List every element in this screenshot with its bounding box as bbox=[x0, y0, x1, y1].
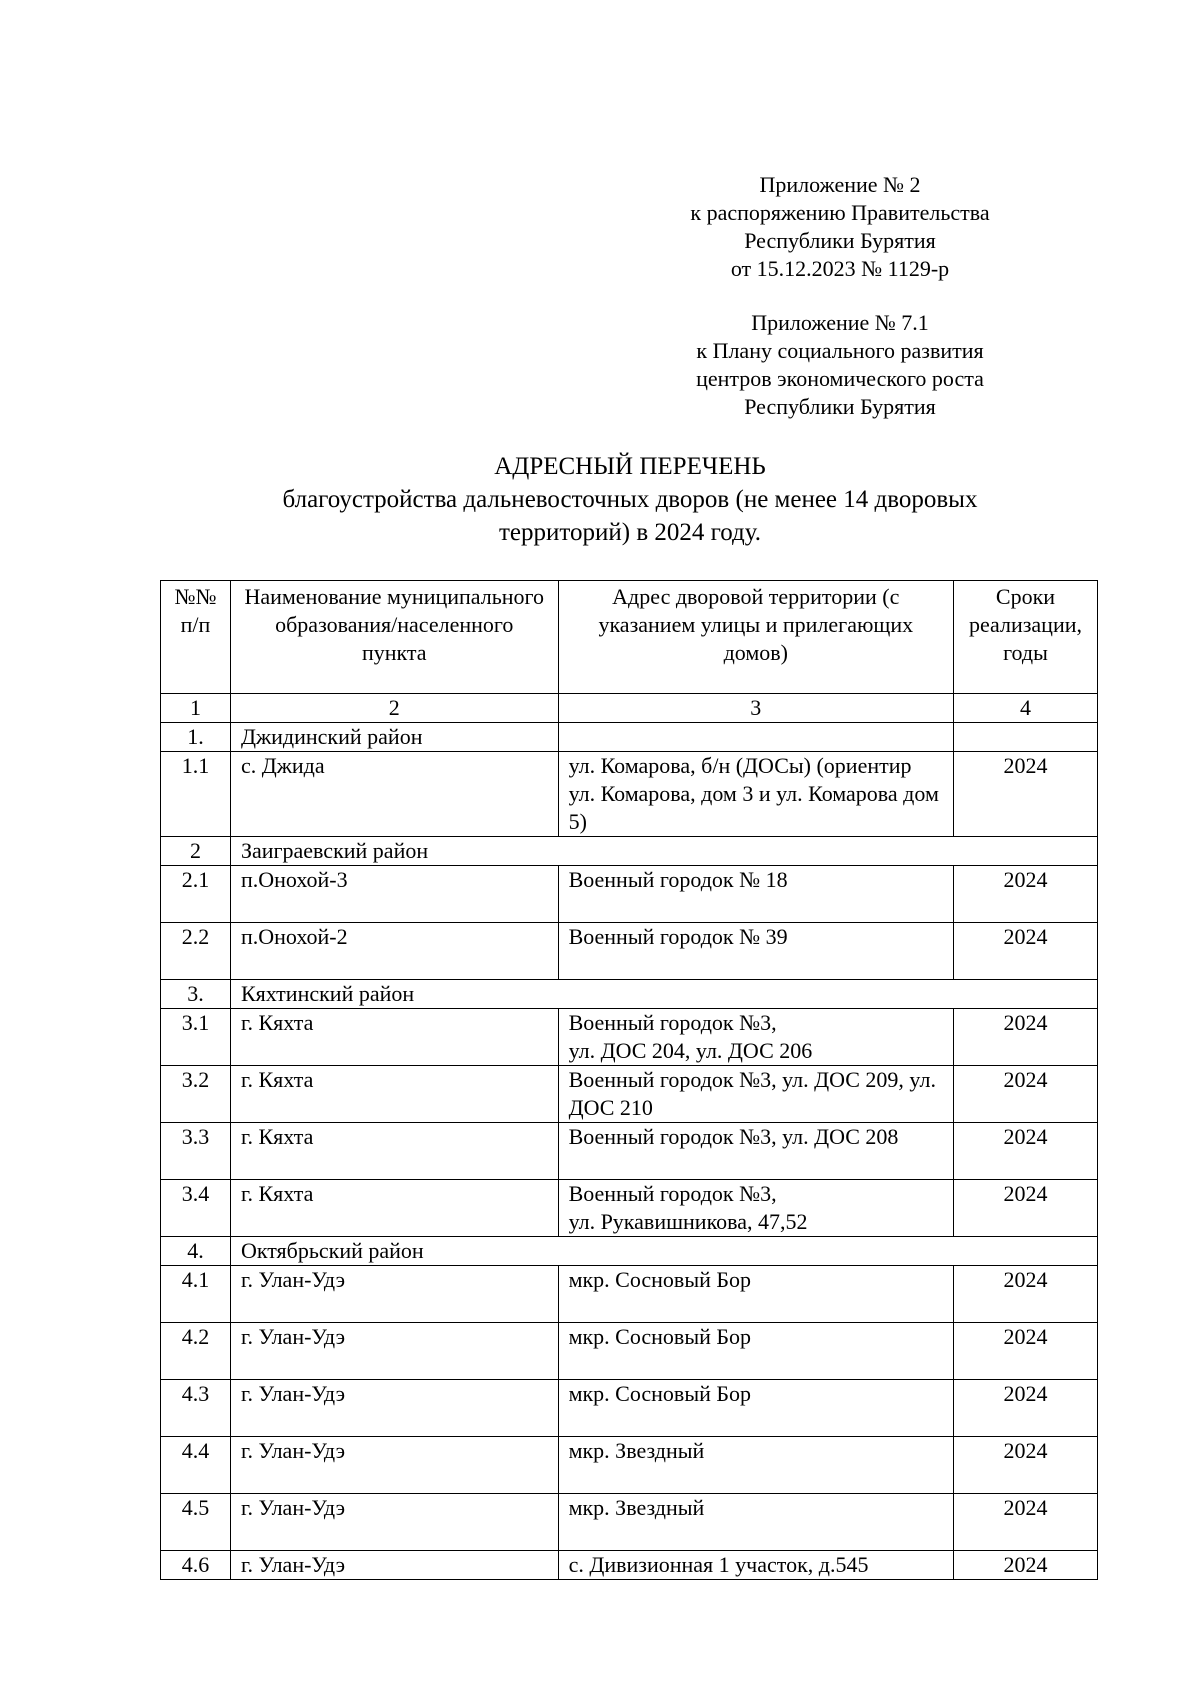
table-row bbox=[161, 1123, 1098, 1180]
plan-reference: к Плану социального развития bbox=[696, 338, 984, 363]
column-number: 3 bbox=[558, 694, 953, 723]
table-row bbox=[161, 1551, 1098, 1580]
column-number: 2 bbox=[230, 694, 558, 723]
district-number: 2 bbox=[161, 837, 231, 866]
row-year: 2024 bbox=[954, 1494, 1098, 1551]
table-row bbox=[161, 1323, 1098, 1380]
row-year: 2024 bbox=[954, 1437, 1098, 1494]
row-address: мкр. Сосновый Бор bbox=[558, 1323, 953, 1380]
row-year: 2024 bbox=[954, 752, 1098, 837]
row-place: г. Кяхта bbox=[230, 1066, 558, 1123]
row-year: 2024 bbox=[954, 866, 1098, 923]
row-address: с. Дивизионная 1 участок, д.545 bbox=[558, 1551, 953, 1580]
row-address-line: Военный городок №3, bbox=[568, 1010, 777, 1035]
row-address-line: ул. Рукавишникова, 47,52 bbox=[568, 1209, 808, 1234]
district-name: Кяхтинский район bbox=[230, 980, 1097, 1009]
column-number: 1 bbox=[161, 694, 231, 723]
row-address: Военный городок №3, ул. ДОС 209, ул. ДОС 210 bbox=[558, 1066, 953, 1123]
row-place: г. Улан-Удэ bbox=[230, 1266, 558, 1323]
row-year: 2024 bbox=[954, 1180, 1098, 1237]
row-year: 2024 bbox=[954, 1123, 1098, 1180]
table-row bbox=[161, 1494, 1098, 1551]
row-number: 4.5 bbox=[161, 1494, 231, 1551]
row-address bbox=[558, 1180, 953, 1237]
row-address-line: ул. ДОС 204, ул. ДОС 206 bbox=[568, 1038, 813, 1063]
title-subtitle-line1: благоустройства дальневосточных дворов (не менее 14 дворовых bbox=[282, 486, 978, 513]
table-row bbox=[161, 1266, 1098, 1323]
row-address: мкр. Сосновый Бор bbox=[558, 1266, 953, 1323]
district-name: Октябрьский район bbox=[230, 1237, 1097, 1266]
row-address-line: Военный городок №3, bbox=[568, 1181, 777, 1206]
row-number: 3.1 bbox=[161, 1009, 231, 1066]
district-row bbox=[161, 1237, 1098, 1266]
row-place: г. Кяхта bbox=[230, 1180, 558, 1237]
row-address: Военный городок № 39 bbox=[558, 923, 953, 980]
row-place: п.Онохой-3 bbox=[230, 866, 558, 923]
district-number: 4. bbox=[161, 1237, 231, 1266]
appendix-header bbox=[600, 171, 1080, 283]
column-number: 4 bbox=[954, 694, 1098, 723]
table-row bbox=[161, 1180, 1098, 1237]
header-deadline: Сроки реализации, годы bbox=[954, 581, 1098, 694]
row-place: г. Улан-Удэ bbox=[230, 1494, 558, 1551]
row-place: с. Джида bbox=[230, 752, 558, 837]
title-subtitle-line2: территорий) в 2024 году. bbox=[498, 519, 761, 546]
row-year: 2024 bbox=[954, 1551, 1098, 1580]
district-name: Заиграевский район bbox=[230, 837, 1097, 866]
header-municipality: Наименование муниципального образования/населенного пункта bbox=[230, 581, 558, 694]
row-address: Военный городок № 18 bbox=[558, 866, 953, 923]
row-address: мкр. Звездный bbox=[558, 1437, 953, 1494]
row-place: г. Улан-Удэ bbox=[230, 1551, 558, 1580]
row-number: 3.2 bbox=[161, 1066, 231, 1123]
row-place: п.Онохой-2 bbox=[230, 923, 558, 980]
plan-appendix-header bbox=[600, 309, 1080, 421]
header-address: Адрес дворовой территории (с указанием улицы и прилегающих домов) bbox=[558, 581, 953, 694]
row-address bbox=[558, 1009, 953, 1066]
table-row bbox=[161, 923, 1098, 980]
plan-appendix-number: Приложение № 7.1 bbox=[751, 310, 929, 335]
document-title bbox=[150, 450, 1110, 549]
appendix-republic: Республики Бурятия bbox=[744, 228, 936, 253]
table-row bbox=[161, 1009, 1098, 1066]
header-number: №№ п/п bbox=[161, 581, 231, 694]
row-number: 4.6 bbox=[161, 1551, 231, 1580]
table-header-row bbox=[161, 581, 1098, 694]
row-year: 2024 bbox=[954, 1266, 1098, 1323]
appendix-number: Приложение № 2 bbox=[759, 172, 921, 197]
table-row bbox=[161, 866, 1098, 923]
row-number: 1.1 bbox=[161, 752, 231, 837]
plan-republic: Республики Бурятия bbox=[744, 394, 936, 419]
table-row bbox=[161, 1380, 1098, 1437]
district-row bbox=[161, 723, 1098, 752]
row-place: г. Кяхта bbox=[230, 1009, 558, 1066]
row-year: 2024 bbox=[954, 1066, 1098, 1123]
row-year: 2024 bbox=[954, 1380, 1098, 1437]
row-address: мкр. Сосновый Бор bbox=[558, 1380, 953, 1437]
row-place: г. Улан-Удэ bbox=[230, 1323, 558, 1380]
row-number: 3.4 bbox=[161, 1180, 231, 1237]
row-number: 4.1 bbox=[161, 1266, 231, 1323]
row-address: мкр. Звездный bbox=[558, 1494, 953, 1551]
column-number-row bbox=[161, 694, 1098, 723]
row-number: 2.1 bbox=[161, 866, 231, 923]
plan-centers: центров экономического роста bbox=[696, 366, 984, 391]
table-row bbox=[161, 1437, 1098, 1494]
row-address: Военный городок №3, ул. ДОС 208 bbox=[558, 1123, 953, 1180]
table-row bbox=[161, 1066, 1098, 1123]
row-year: 2024 bbox=[954, 1009, 1098, 1066]
row-address: ул. Комарова, б/н (ДОСы) (ориентир ул. Комарова, дом 3 и ул. Комарова дом 5) bbox=[558, 752, 953, 837]
row-number: 3.3 bbox=[161, 1123, 231, 1180]
district-row bbox=[161, 837, 1098, 866]
row-year: 2024 bbox=[954, 923, 1098, 980]
district-name: Джидинский район bbox=[230, 723, 558, 752]
empty-cell bbox=[558, 723, 953, 752]
row-number: 4.3 bbox=[161, 1380, 231, 1437]
district-number: 1. bbox=[161, 723, 231, 752]
row-year: 2024 bbox=[954, 1323, 1098, 1380]
row-place: г. Улан-Удэ bbox=[230, 1437, 558, 1494]
district-number: 3. bbox=[161, 980, 231, 1009]
address-list-table bbox=[160, 580, 1098, 1580]
row-place: г. Кяхта bbox=[230, 1123, 558, 1180]
appendix-date-number: от 15.12.2023 № 1129-р bbox=[730, 256, 950, 281]
row-number: 2.2 bbox=[161, 923, 231, 980]
appendix-order-ref: к распоряжению Правительства bbox=[690, 200, 990, 225]
title-heading: АДРЕСНЫЙ ПЕРЕЧЕНЬ bbox=[494, 453, 766, 480]
row-number: 4.4 bbox=[161, 1437, 231, 1494]
table-row bbox=[161, 752, 1098, 837]
district-row bbox=[161, 980, 1098, 1009]
row-place: г. Улан-Удэ bbox=[230, 1380, 558, 1437]
row-number: 4.2 bbox=[161, 1323, 231, 1380]
empty-cell bbox=[954, 723, 1098, 752]
